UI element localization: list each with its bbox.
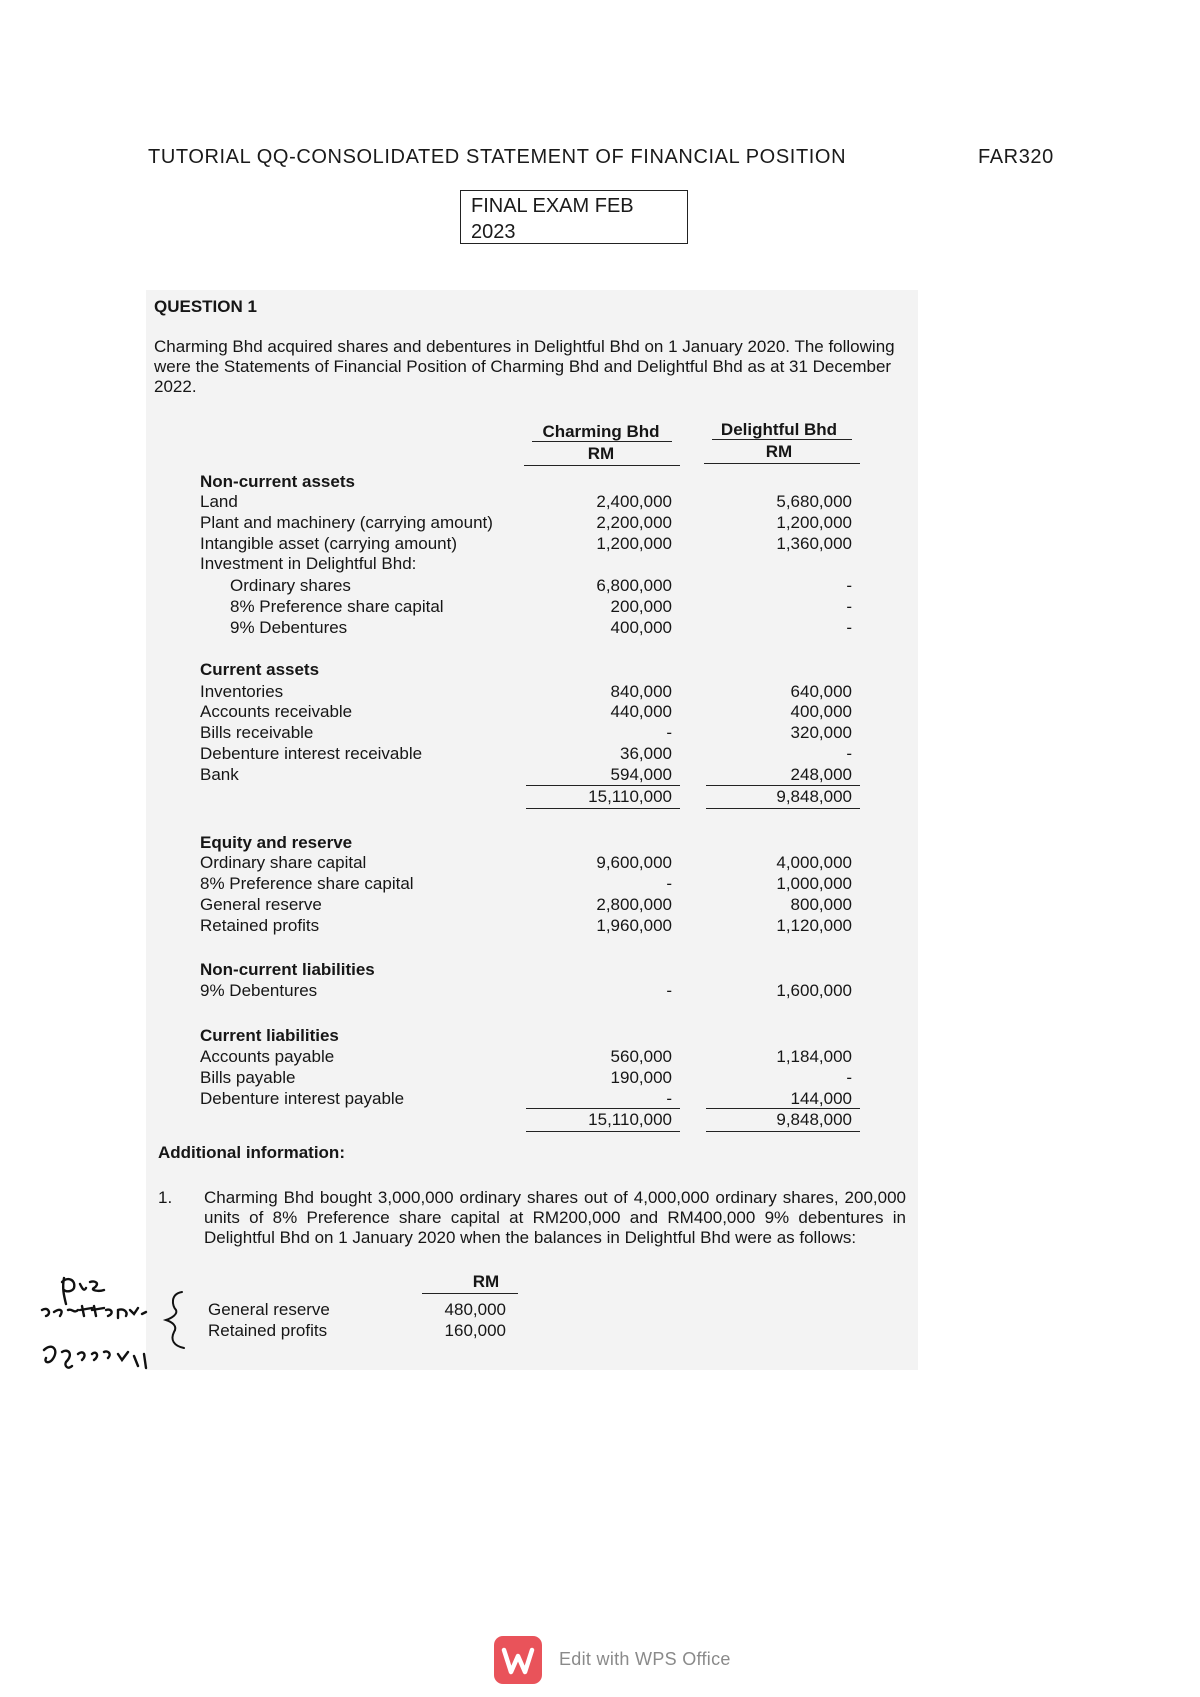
additional-info-title: Additional information: [158,1143,345,1162]
row-label: Debenture interest payable [200,1089,405,1108]
row-label: Ordinary share capital [200,853,367,872]
charming-value: 1,200,000 [596,534,672,553]
col1-unit: RM [587,444,615,463]
balance-label: Retained profits [208,1321,328,1340]
row-label: Intangible asset (carrying amount) [200,534,458,553]
balances-unit-rule [422,1293,518,1294]
charming-value: 1,960,000 [596,916,672,935]
row-label: Accounts receivable [200,702,353,721]
delightful-value: 1,000,000 [776,874,852,893]
delightful-value: 1,360,000 [776,534,852,553]
charming-value: 190,000 [610,1068,672,1087]
delightful-value: 800,000 [790,895,852,914]
charming-value: 9,600,000 [596,853,672,872]
delightful-value: 1,184,000 [776,1047,852,1066]
charming-value: 2,400,000 [596,492,672,511]
charming-value: 840,000 [610,682,672,701]
charming-value: 2,800,000 [596,895,672,914]
balance-label: General reserve [208,1300,330,1319]
charming-value: 36,000 [620,744,672,763]
total-top-rule [706,1108,860,1109]
row-label: Inventories [200,682,284,701]
section-heading: Current assets [200,660,320,679]
delightful-value: 640,000 [790,682,852,701]
balance-value: 480,000 [444,1300,506,1319]
col2-unit: RM [765,442,793,461]
handwritten-note-scribble [34,1270,214,1390]
scanned-question-page [146,290,918,1370]
delightful-value: 400,000 [790,702,852,721]
total-bottom-rule [706,808,860,809]
row-label: Investment in Delightful Bhd: [200,554,417,573]
edit-with-wps-link[interactable]: Edit with WPS Office [559,1649,731,1669]
charming-value: - [666,981,672,1000]
charming-value: 6,800,000 [596,576,672,595]
charming-value: - [666,1089,672,1108]
delightful-value: 9,848,000 [776,1110,852,1129]
row-label: Plant and machinery (carrying amount) [200,513,493,532]
col1-unit-rule [524,465,680,466]
charming-value: 15,110,000 [588,1110,672,1129]
charming-value: 440,000 [610,702,672,721]
delightful-value: - [846,597,852,616]
row-label: Land [200,492,238,511]
charming-value: - [666,723,672,742]
section-heading: Equity and reserve [200,833,353,852]
balances-unit: RM [472,1272,500,1291]
section-heading: Non-current assets [200,472,355,491]
col1-header: Charming Bhd [542,422,660,441]
delightful-value: - [846,576,852,595]
delightful-value: 5,680,000 [776,492,852,511]
question-intro: Charming Bhd acquired shares and debentures in Delightful Bhd on 1 January 2020. The following were the Statements of Financial Position of Charming Bhd and Delightful Bhd as at 31 December 2022. [154,337,895,396]
row-label: General reserve [200,895,322,914]
total-bottom-rule [526,808,680,809]
exam-label-box: FINAL EXAM FEB 2023 [460,190,688,244]
row-label: Accounts payable [200,1047,335,1066]
item-text: Charming Bhd bought 3,000,000 ordinary shares out of 4,000,000 ordinary shares, 200,000 units of 8% Preference share capital at RM200,000 and RM400,000 9% debentures in Delightful Bhd on 1 January 2020 when the balances in Delightful Bhd were as follows: [204,1188,906,1247]
wps-office-logo-icon[interactable] [494,1636,542,1684]
delightful-value: 9,848,000 [776,787,852,806]
section-heading: Current liabilities [200,1026,339,1045]
col2-header-rule [712,439,852,440]
delightful-value: - [846,744,852,763]
charming-value: 15,110,000 [588,787,672,806]
document-header-title: TUTORIAL QQ-CONSOLIDATED STATEMENT OF FINANCIAL POSITION [148,146,847,168]
row-label: Debenture interest receivable [200,744,423,763]
total-bottom-rule [706,1131,860,1132]
charming-value: - [666,874,672,893]
delightful-value: 1,200,000 [776,513,852,532]
total-top-rule [706,785,860,786]
delightful-value: 320,000 [790,723,852,742]
charming-value: 560,000 [610,1047,672,1066]
course-code: FAR320 [978,146,1054,168]
question-title: QUESTION 1 [154,297,257,316]
col2-unit-rule [704,463,860,464]
row-label: 8% Preference share capital [230,597,444,616]
row-label: Bills payable [200,1068,296,1087]
charming-value: 2,200,000 [596,513,672,532]
total-bottom-rule [526,1131,680,1132]
charming-value: 200,000 [610,597,672,616]
delightful-value: 248,000 [790,765,852,784]
charming-value: 594,000 [610,765,672,784]
row-label: Bank [200,765,239,784]
delightful-value: 144,000 [790,1089,852,1108]
delightful-value: 1,600,000 [776,981,852,1000]
row-label: Retained profits [200,916,320,935]
section-heading: Non-current liabilities [200,960,375,979]
row-label: 8% Preference share capital [200,874,414,893]
delightful-value: 4,000,000 [776,853,852,872]
total-top-rule [526,785,680,786]
charming-value: 400,000 [610,618,672,637]
item-number: 1. [158,1188,173,1207]
total-top-rule [526,1108,680,1109]
delightful-value: - [846,618,852,637]
balance-value: 160,000 [444,1321,506,1340]
delightful-value: 1,120,000 [776,916,852,935]
row-label: Ordinary shares [230,576,351,595]
row-label: 9% Debentures [200,981,318,1000]
row-label: 9% Debentures [230,618,348,637]
col2-header: Delightful Bhd [720,420,838,439]
row-label: Bills receivable [200,723,314,742]
delightful-value: - [846,1068,852,1087]
col1-header-rule [532,441,672,442]
